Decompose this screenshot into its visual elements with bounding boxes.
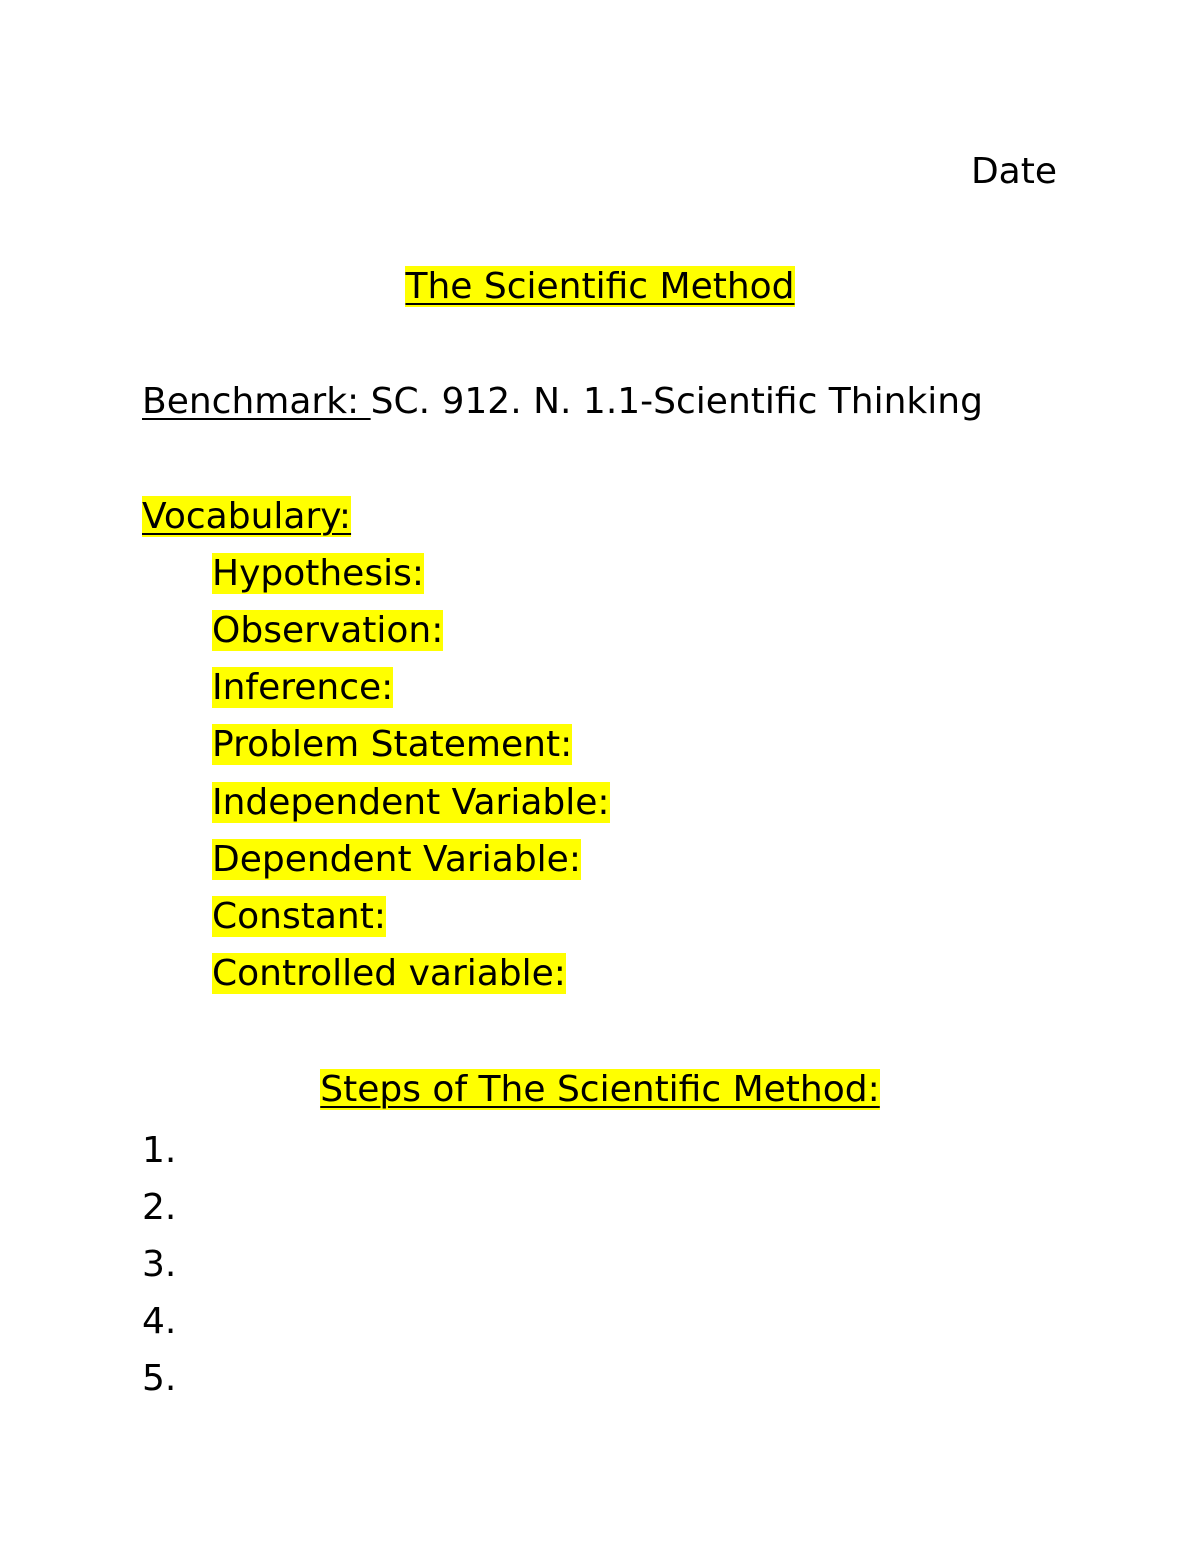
vocab-term-row: [212, 888, 386, 946]
vocab-term-independent-variable: Independent Variable:: [212, 782, 610, 823]
benchmark-row: [142, 373, 983, 431]
vocab-term-row: [212, 774, 610, 832]
step-item-2: 2.: [142, 1187, 177, 1228]
vocabulary-heading: Vocabulary:: [142, 496, 352, 537]
step-item-3: 3.: [142, 1244, 177, 1285]
step-item-5: 5.: [142, 1358, 177, 1399]
vocab-term-row: [212, 716, 572, 774]
vocab-term-controlled-variable: Controlled variable:: [212, 953, 566, 994]
vocabulary-heading-row: [142, 488, 351, 546]
steps-heading-row: [0, 1061, 1200, 1119]
step-item-4: 4.: [142, 1301, 177, 1342]
vocab-term-row: [212, 659, 393, 717]
vocab-term-hypothesis: Hypothesis:: [212, 553, 424, 594]
vocab-term-dependent-variable: Dependent Variable:: [212, 839, 581, 880]
benchmark-value: SC. 912. N. 1.1-Scientific Thinking: [370, 381, 983, 422]
vocab-term-row: [212, 831, 581, 889]
step-item-1: 1.: [142, 1130, 177, 1171]
vocab-term-row: [212, 602, 443, 660]
vocab-term-row: [212, 545, 424, 603]
page-title-row: [0, 258, 1200, 316]
vocab-term-constant: Constant:: [212, 896, 386, 937]
vocab-term-observation: Observation:: [212, 610, 444, 651]
steps-heading: Steps of The Scientific Method:: [320, 1069, 880, 1110]
vocab-term-row: [212, 945, 566, 1003]
benchmark-label: Benchmark:: [142, 381, 371, 422]
date-label: Date: [970, 151, 1057, 192]
vocab-term-inference: Inference:: [212, 667, 394, 708]
page-title: The Scientific Method: [405, 266, 795, 307]
vocab-term-problem-statement: Problem Statement:: [212, 724, 573, 765]
